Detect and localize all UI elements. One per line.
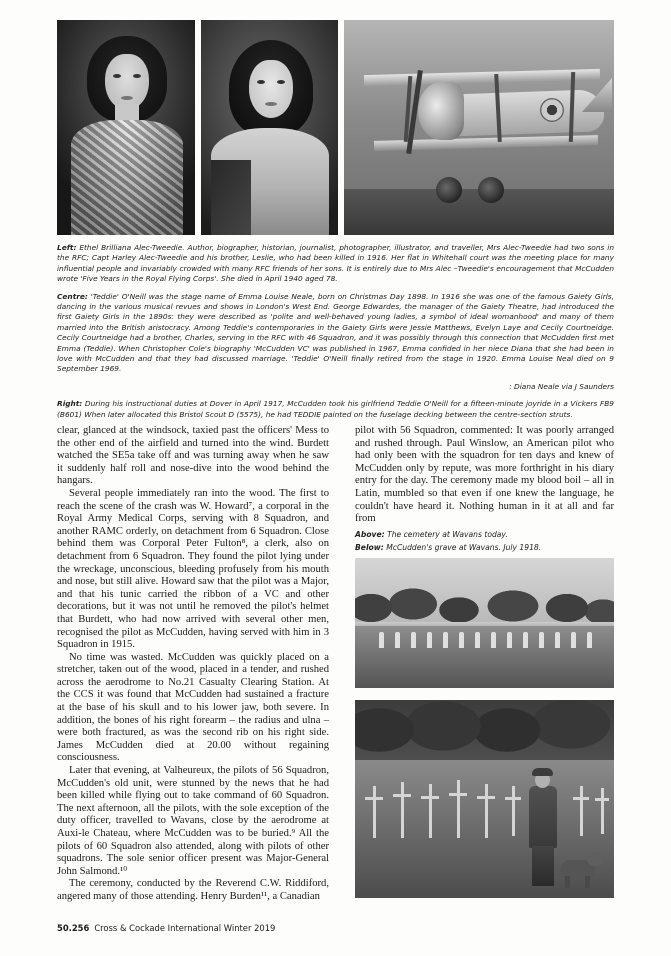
portrait-eye-left (113, 74, 121, 78)
landing-wheel (478, 177, 504, 203)
landing-wheel (436, 177, 462, 203)
dog-leg (565, 876, 570, 888)
figure-caption-above-lead: Above: (355, 530, 385, 539)
photo-captions-block (57, 243, 614, 427)
caption-centre (57, 292, 614, 375)
grave-cross (449, 780, 467, 838)
publication-title: Cross & Cockade International Winter 2019 (94, 923, 276, 933)
figure-caption-below-text: McCudden's grave at Wavans. July 1918. (383, 543, 542, 552)
grave-cross (505, 786, 521, 836)
grave-cross (365, 786, 383, 838)
figure-caption-below (355, 542, 614, 553)
portrait-eye-right (133, 74, 141, 78)
fuselage (439, 89, 604, 137)
wavans-cemetery-today-photo (355, 558, 614, 688)
tree-line (355, 586, 614, 626)
grave-cross (595, 788, 609, 834)
caption-right (57, 399, 614, 420)
grave-cross (393, 782, 411, 838)
headstone-row (355, 632, 614, 662)
portrait-face (105, 54, 149, 110)
dog-head (587, 852, 603, 866)
grave-cross (421, 784, 439, 838)
soldier-cap (532, 768, 553, 776)
mccudden-grave-photo (355, 700, 614, 898)
soldier-legs (532, 846, 554, 886)
dog-figure (561, 850, 603, 888)
portrait-mouth (265, 102, 277, 106)
portrait-teddie-oneill-photo (201, 20, 338, 235)
body-text-right-column (355, 425, 614, 526)
caption-left-text: Ethel Brilliana Alec-Tweedie. Author, biographer, historian, journalist, photographer, illustrator, and traveller, Mrs Alec-Tweedie had two sons in the RFC; Capt Harley Alec-Tweedie and his brother, Leslie, who had been killed in 1916. Her flat in Whitehall court was the meeting place for many influential people and invariably crowded with many RFC friends of her sons. It is entirely due to Mrs Alec –Tweedie's encouragement that McCudden wrote 'Five Years in the Royal Flying Corps'. She died in April 1940 aged 78. (57, 243, 614, 284)
grave-cross (573, 786, 589, 836)
caption-centre-text: 'Teddie' O'Neill was the stage name of Emma Louise Neale, born on Christmas Day 1898. In 1916 she was one of the famous Gaiety Girls, dancing in the various musical revues and shows in London's West End. George Edwardes, the manager of the Gaiety Theatre, had introduced the first Gaiety Girls in the 1890s: they were described as 'polite and well-behaved young ladies, a symbol of ideal womanhood' and many of them married into the British aristocracy. Among Teddie's contemporaries in the Gaiety Girls were Jessie Matthews, Evelyn Laye and Cecily Courtneidge. Cecily Courtneidge had a brother, Charles, serving in the RFC with 46 Squadron, and it was possibly through this connection that McCudden first met Emma (Teddie). When Christopher Cole's biography 'McCudden VC' was published in 1967, Emma confided in her niece Diana that she had been in love with McCudden and that they had discussed marriage. 'Teddie' O'Neill finally retired from the stage in 1920. Emma Louise Neal died on 9 September 1969. (57, 291, 614, 374)
page-number: 50.256 (57, 923, 90, 933)
portrait-ethel-alec-tweedie-photo (57, 20, 195, 235)
body-text-left-column (57, 425, 329, 904)
figure-caption-above (355, 529, 614, 540)
page-footer (57, 923, 275, 933)
soldier-figure (523, 766, 563, 886)
caption-centre-lead: Centre: (57, 291, 88, 301)
figure-caption-below-lead: Below: (355, 543, 384, 552)
figure-caption-above-text: The cemetery at Wavans today. (384, 530, 508, 539)
caption-right-lead: Right: (57, 399, 83, 409)
portrait-mouth (121, 96, 133, 100)
caption-left-lead: Left: (57, 243, 77, 252)
paragraph: No time was wasted. McCudden was quickly placed on a stretcher, taken out of the wood, placed in a tender, and rushed across the aerodrome to No.21 Casualty Clearing Station. At the CCS it was found that McCudden had sustained a fracture at the base of his skull and to his lower jaw, both severe. In addition, the bones of his right forearm – the radius and ulna – were both fractured, as was the second rib on his right side. James McCudden died at 20.00 without regaining consciousness. (57, 651, 329, 764)
engine-cowling (418, 82, 464, 140)
soldier-torso (529, 786, 557, 848)
figure-captions-block (355, 529, 614, 555)
paragraph: pilot with 56 Squadron, commented: It was poorly arranged and rushed through. Paul Winslow, an American pilot who had only been with the squadron for ten days and knew of McCudden only by repute, was more forthright in his diary entry for the day. The ceremony made my blood boil – all in Latin, mumbled so that even if one knew the language, he couldn't have heard it. Nothing human in it at all and far from (355, 425, 614, 525)
top-photo-strip (57, 20, 614, 235)
caption-right-text: During his instructional duties at Dover in April 1917, McCudden took his girlfriend Teddie O'Neill for a fifteen-minute joyride in a Vickers FB9 (B601) When later allocated this Bristol Scout D (5575), he had TEDDIE painted on the fuselage decking between the centre-section struts. (57, 399, 614, 419)
portrait-shading (71, 120, 183, 235)
paragraph: Later that evening, at Valheureux, the pilots of 56 Squadron, McCudden's old unit, were stunned by the news that he had been killed while flying out to take command of 60 Squadron. The next afternoon, all the pilots, with the sole exception of the duty officer, travelled to Wavans, close by the aerodrome at Auxi-le Chateau, where McCudden was to be buried.⁹ All the pilots of 60 Squadron also attended, along with pilots of other squadrons. The sole senior officer present was Major-General John Salmond.¹⁰ (57, 765, 329, 877)
caption-credit: : Diana Neale via J Saunders (509, 381, 614, 391)
portrait-eye-right (277, 80, 285, 84)
portrait-eye-left (257, 80, 265, 84)
grave-cross (477, 784, 495, 838)
paragraph: clear, glanced at the windsock, taxied past the officers' Mess to the other end of the airfield and turned into the wind. Burdett watched the SE5a take off and was turning away when he saw it suddenly half roll and nose-dive into the wood behind the hangars. (57, 425, 329, 487)
dog-leg (585, 876, 590, 888)
hedge-and-trees (355, 700, 614, 764)
portrait-face (249, 60, 293, 118)
paragraph: Several people immediately ran into the wood. The first to reach the scene of the crash was W. Howard⁷, a corporal in the Royal Army Medical Corps, serving with 8 Squadron, and another RAMC orderly, on detachment from 6 Squadron. Close behind them was Corporal Peter Fulton⁸, a clerk, also on detachment from 6 Squadron. They found the pilot lying under the wreckage, unconscious, bleeding profusely from his mouth and nose, but still alive. Howard saw that the pilot was a Major, and that his tunic carried the ribbon of a VC and other decorations, but it was not until he removed the pilot's helmet that Burdett, who had now arrived with several other men, recognised the pilot as McCudden, having served with him in 3 Squadron in 1915. (57, 487, 329, 651)
caption-left (57, 243, 614, 285)
bristol-scout-aircraft-photo (344, 20, 614, 235)
paragraph: The ceremony, conducted by the Reverend C.W. Riddiford, angered many of those attending. Henry Burden¹¹, a Canadian (57, 878, 329, 902)
portrait-drape (211, 160, 251, 235)
